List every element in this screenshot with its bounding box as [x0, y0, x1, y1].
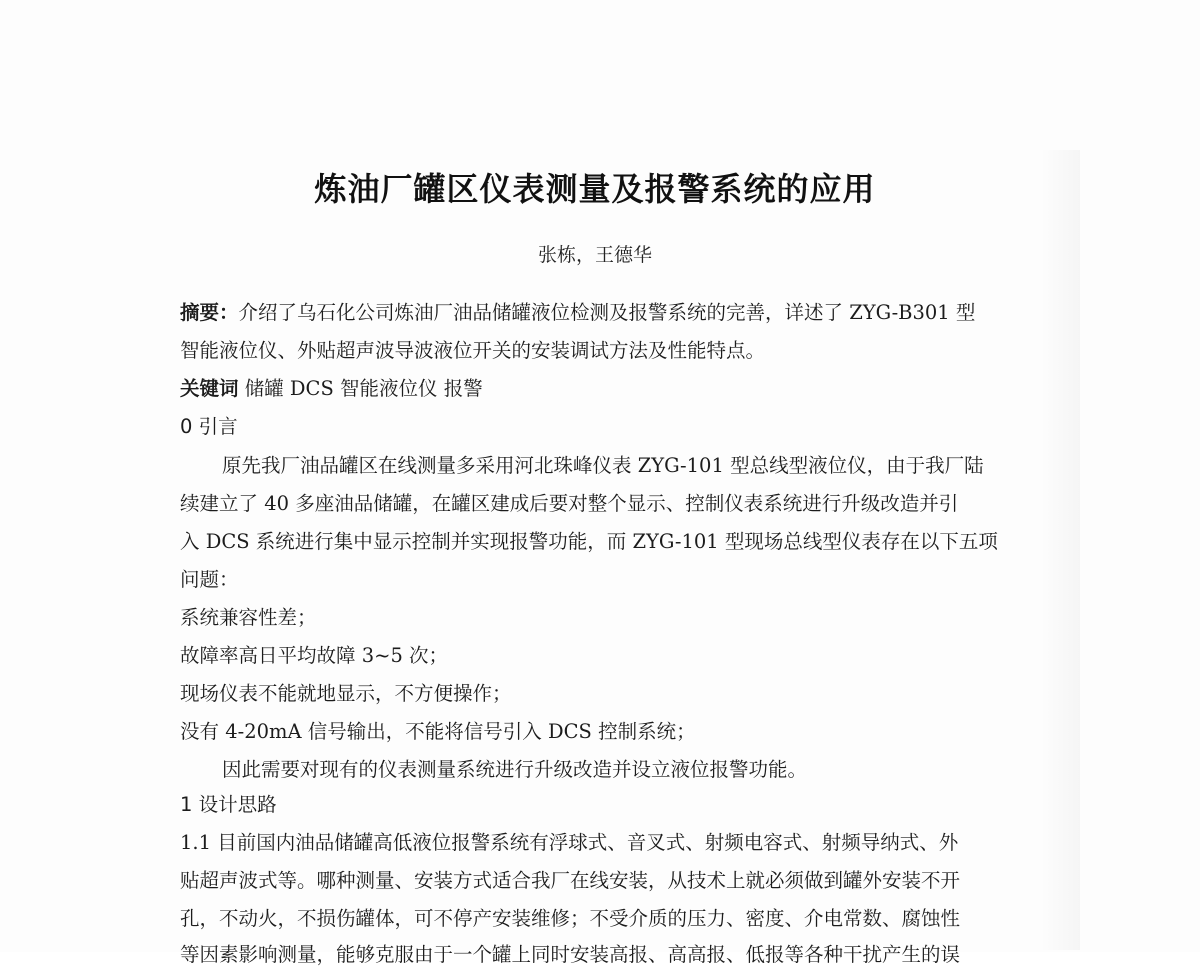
problem-item: 故障率高日平均故障 3~5 次； — [180, 644, 449, 667]
abstract-line: 智能液位仪、外贴超声波导波液位开关的安装调试方法及性能特点。 — [180, 339, 766, 362]
paragraph-line: 入 DCS 系统进行集中显示控制并实现报警功能，而 ZYG-101 型现场总线型仪表存在以下五项 — [180, 530, 998, 553]
section-heading: 1 设计思路 — [180, 793, 277, 816]
abstract-text: 介绍了乌石化公司炼油厂油品储罐液位检测及报警系统的完善，详述了 ZYG-B301 型 — [238, 301, 976, 324]
paragraph-line: 问题： — [180, 568, 239, 591]
paragraph-line: 等因素影响测量，能够克服由于一个罐上同时安装高报、高高报、低报等各种干扰产生的误 — [180, 943, 961, 966]
problem-item: 现场仪表不能就地显示，不方便操作； — [180, 682, 512, 705]
keywords-line — [180, 377, 1030, 401]
paragraph-line: 因此需要对现有的仪表测量系统进行升级改造并设立液位报警功能。 — [222, 758, 808, 781]
paragraph-line: 原先我厂油品罐区在线测量多采用河北珠峰仪表 ZYG-101 型总线型液位仪，由于我厂陆 — [222, 454, 984, 477]
scan-shadow — [1040, 150, 1080, 950]
section-heading: 0 引言 — [180, 415, 238, 438]
paragraph-line: 续建立了 40 多座油品储罐，在罐区建成后要对整个显示、控制仪表系统进行升级改造并引 — [180, 492, 959, 515]
paragraph-line: 1.1 目前国内油品储罐高低液位报警系统有浮球式、音叉式、射频电容式、射频导纳式、外 — [180, 831, 959, 854]
page-title: 炼油厂罐区仪表测量及报警系统的应用 — [314, 170, 876, 208]
problem-item: 没有 4-20mA 信号输出，不能将信号引入 DCS 控制系统； — [180, 720, 696, 743]
paragraph-line: 贴超声波式等。哪种测量、安装方式适合我厂在线安装，从技术上就必须做到罐外安装不开 — [180, 869, 961, 892]
authors: 张栋，王德华 — [537, 244, 652, 266]
keywords-text: 储罐 DCS 智能液位仪 报警 — [238, 377, 483, 400]
paragraph-line: 孔，不动火，不损伤罐体，可不停产安装维修；不受介质的压力、密度、介电常数、腐蚀性 — [180, 907, 961, 930]
keywords-label: 关键词 — [180, 377, 239, 400]
problem-item: 系统兼容性差； — [180, 606, 317, 629]
abstract-line — [180, 301, 1030, 325]
abstract-label: 摘要： — [180, 301, 239, 324]
